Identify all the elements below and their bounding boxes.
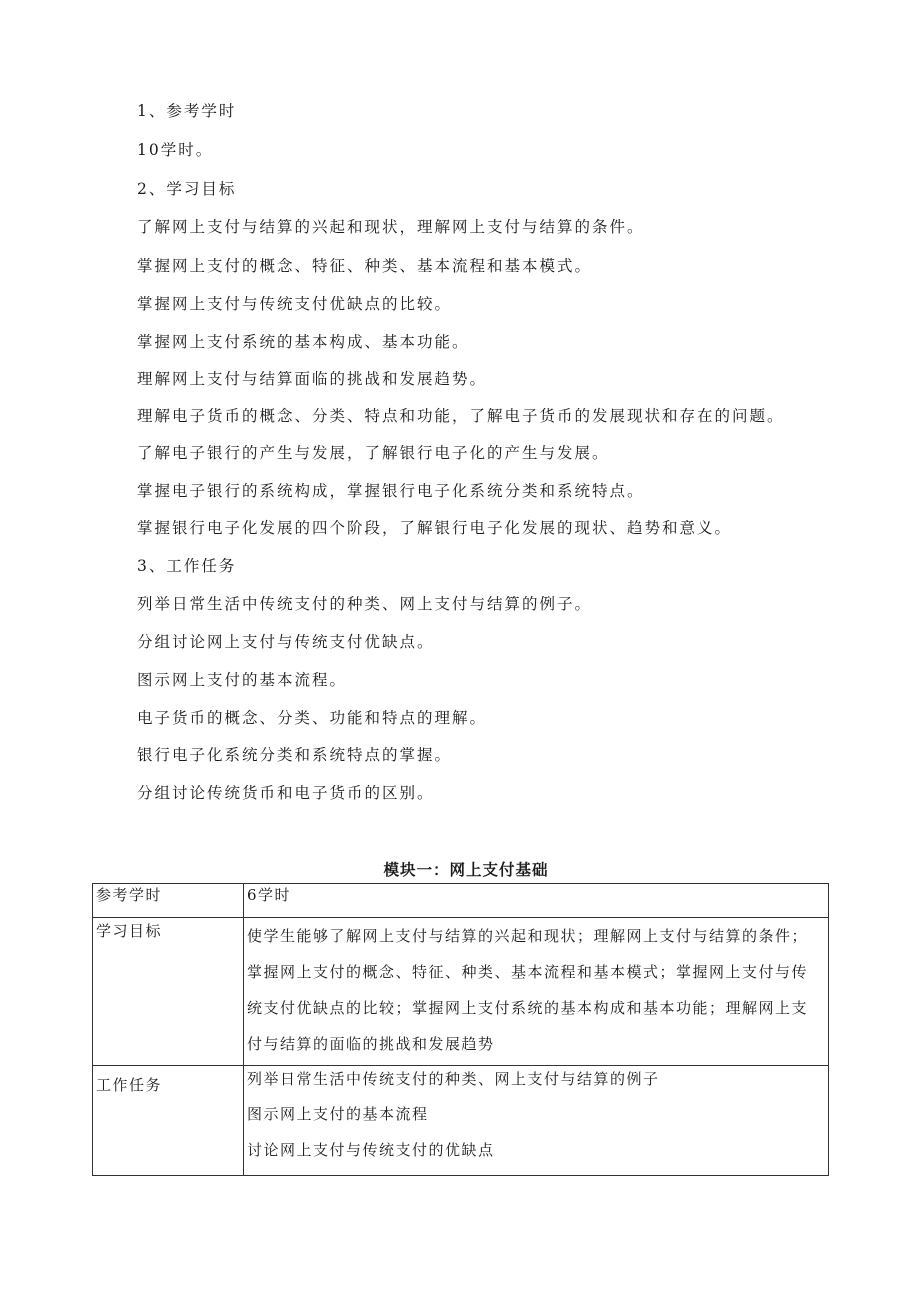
goal-item: 了解网上支付与结算的兴起和现状，理解网上支付与结算的条件。 [137,218,645,236]
goals-line: 统支付优缺点的比较；掌握网上支付系统的基本构成和基本功能；理解网上支 [247,999,809,1017]
goal-item: 理解网上支付与结算面临的挑战和发展趋势。 [137,370,488,388]
hours-label-cell [93,884,244,918]
goals-content-cell [244,918,829,1066]
goal-item: 理解电子货币的概念、分类、特点和功能，了解电子货币的发展现状和存在的问题。 [137,407,785,425]
goals-line: 使学生能够了解网上支付与结算的兴起和现状；理解网上支付与结算的条件； [247,927,809,945]
goal-item: 了解电子银行的产生与发展，了解银行电子化的产生与发展。 [137,444,610,462]
tasks-line: 列举日常生活中传统支付的种类、网上支付与结算的例子 [247,1070,660,1088]
goals-line: 掌握网上支付的概念、特征、种类、基本流程和基本模式；掌握网上支付与传 [247,963,809,981]
task-item: 列举日常生活中传统支付的种类、网上支付与结算的例子。 [137,595,593,613]
goals-label-cell [93,918,244,1066]
goal-item: 掌握电子银行的系统构成，掌握银行电子化系统分类和系统特点。 [137,482,645,500]
module-table [92,883,829,1176]
hours-value: 10学时。 [137,141,214,159]
hours-value-text: 6学时 [247,886,292,904]
goal-item: 掌握网上支付的概念、特征、种类、基本流程和基本模式。 [137,257,593,275]
tasks-label: 工作任务 [96,1076,163,1094]
goals-label: 学习目标 [96,922,163,940]
table-row-goals [93,918,829,1066]
goals-heading: 2、学习目标 [137,180,237,198]
task-item: 分组讨论网上支付与传统支付优缺点。 [137,633,435,651]
goal-item: 掌握网上支付系统的基本构成、基本功能。 [137,333,470,351]
hours-heading: 1、参考学时 [137,102,237,120]
tasks-label-cell [93,1066,244,1176]
table-row-hours [93,884,829,918]
goal-item: 掌握银行电子化发展的四个阶段，了解银行电子化发展的现状、趋势和意义。 [137,519,733,537]
task-item: 银行电子化系统分类和系统特点的掌握。 [137,746,453,764]
tasks-line: 图示网上支付的基本流程 [247,1105,429,1123]
hours-label: 参考学时 [96,886,163,904]
task-item: 图示网上支付的基本流程。 [137,671,348,689]
tasks-heading: 3、工作任务 [137,557,237,575]
task-item: 分组讨论传统货币和电子货币的区别。 [137,784,435,802]
goals-line: 付与结算的面临的挑战和发展趋势 [247,1035,495,1053]
task-item: 电子货币的概念、分类、功能和特点的理解。 [137,709,488,727]
hours-value-cell [244,884,829,918]
module-table-title: 模块一：网上支付基础 [383,861,549,879]
tasks-content-cell [244,1066,829,1176]
table-row-tasks [93,1066,829,1176]
tasks-line: 讨论网上支付与传统支付的优缺点 [247,1141,495,1159]
goal-item: 掌握网上支付与传统支付优缺点的比较。 [137,295,453,313]
